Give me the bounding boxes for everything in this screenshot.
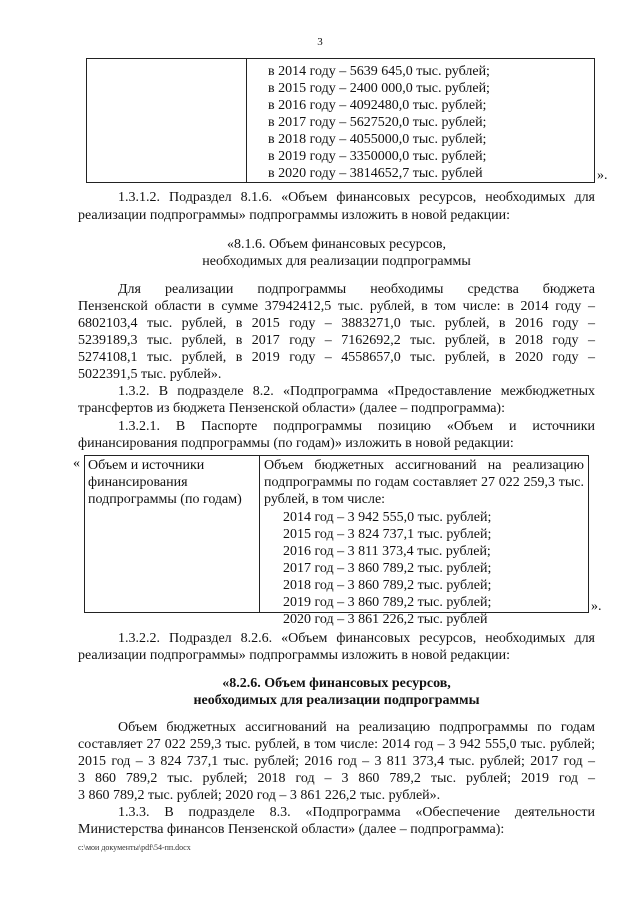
heading-line: необходимых для реализации подпрограммы [193,693,480,708]
paragraph-line: 1.3.3. В подразделе 8.3. «Подпрограмма «Обеспечение деятельности [118,805,595,820]
paragraph-line: реализации подпрограммы» подпрограммы изложить в новой редакции: [78,208,510,223]
paragraph-line: 1.3.2.2. Подраздел 8.2.6. «Объем финансовых ресурсов, необходимых для [118,631,595,646]
table-label-line: финансирования [88,475,188,490]
table-year-row: 2019 год – 3 860 789,2 тыс. рублей; [283,595,492,610]
table-row: в 2017 году – 5627520,0 тыс. рублей; [268,115,487,130]
table-value-line: рублей, в том числе: [264,492,386,507]
table-row: в 2020 году – 3814652,7 тыс. рублей [268,166,483,181]
heading-line: «8.2.6. Объем финансовых ресурсов, [222,676,451,691]
table-value-line: подпрограммы по годам составляет 27 022 259,3 тыс. [264,475,584,490]
table-label-line: подпрограммы (по годам) [88,492,242,507]
paragraph-line: 5274108,1 тыс. рублей, в 2019 году – 4558657,0 тыс. рублей, в 2020 году – [78,350,595,365]
paragraph-line: 1.3.2.1. В Паспорте подпрограммы позицию «Объем и источники [118,419,595,434]
table-year-row: 2015 год – 3 824 737,1 тыс. рублей; [283,527,492,542]
paragraph-line: 1.3.1.2. Подраздел 8.1.6. «Объем финансовых ресурсов, необходимых для [118,190,595,205]
table-year-row: 2020 год – 3 861 226,2 тыс. рублей [283,612,488,627]
table-row: в 2018 году – 4055000,0 тыс. рублей; [268,132,487,147]
closing-quote: ». [591,599,602,614]
paragraph-line: финансирования подпрограммы (по годам)» изложить в новой редакции: [78,436,514,451]
table-column-divider [259,455,260,613]
table-year-row: 2016 год – 3 811 373,4 тыс. рублей; [283,544,491,559]
paragraph-line: трансфертов из бюджета Пензенской области» (далее – подпрограмма): [78,401,505,416]
paragraph-line: Для реализации подпрограммы необходимы средства бюджета [118,282,595,297]
heading-line: «8.1.6. Объем финансовых ресурсов, [226,237,447,252]
table-row: в 2019 году – 3350000,0 тыс. рублей; [268,149,487,164]
table-column-divider [246,58,247,183]
opening-quote: « [73,456,80,471]
paragraph-line: 6802103,4 тыс. рублей, в 2015 году – 3883271,0 тыс. рублей, в 2016 году – [78,316,595,331]
table-row: в 2014 году – 5639 645,0 тыс. рублей; [268,64,490,79]
table-year-row: 2017 год – 3 860 789,2 тыс. рублей; [283,561,492,576]
table-label-line: Объем и источники [88,458,205,473]
table-year-row: 2014 год – 3 942 555,0 тыс. рублей; [283,510,492,525]
paragraph-line: составляет 27 022 259,3 тыс. рублей, в том числе: 2014 год – 3 942 555,0 тыс. рублей; [78,737,595,752]
table-year-row: 2018 год – 3 860 789,2 тыс. рублей; [283,578,492,593]
paragraph-line: Министерства финансов Пензенской области» (далее – подпрограмма): [78,822,505,837]
paragraph-line: 2015 год – 3 824 737,1 тыс. рублей; 2016 год – 3 811 373,4 тыс. рублей; 2017 год – [78,754,595,769]
paragraph-line: Пензенской области в сумме 37942412,5 тыс. рублей, в том числе: в 2014 году – [78,299,595,314]
paragraph-line: 5022391,5 тыс. рублей». [78,367,222,382]
paragraph-line: Объем бюджетных ассигнований на реализацию подпрограммы по годам [118,720,595,735]
table-row: в 2015 году – 2400 000,0 тыс. рублей; [268,81,490,96]
table-value-line: Объем бюджетных ассигнований на реализацию [264,458,584,473]
page-number: 3 [317,36,323,48]
paragraph-line: реализации подпрограммы» подпрограммы изложить в новой редакции: [78,648,510,663]
table-row: в 2016 году – 4092480,0 тыс. рублей; [268,98,487,113]
file-path-footer: c:\мои документы\pdf\54-пп.docx [78,843,191,852]
paragraph-line: 1.3.2. В подразделе 8.2. «Подпрограмма «Предоставление межбюджетных [118,384,595,399]
paragraph-line: 3 860 789,2 тыс. рублей; 2020 год – 3 861 226,2 тыс. рублей». [78,788,441,803]
heading-line: необходимых для реализации подпрограммы [202,254,471,269]
closing-quote: ». [597,168,608,183]
paragraph-line: 5239189,3 тыс. рублей, в 2017 году – 7162692,2 тыс. рублей, в 2018 году – [78,333,595,348]
paragraph-line: 3 860 789,2 тыс. рублей; 2018 год – 3 860 789,2 тыс. рублей; 2019 год – [78,771,595,786]
